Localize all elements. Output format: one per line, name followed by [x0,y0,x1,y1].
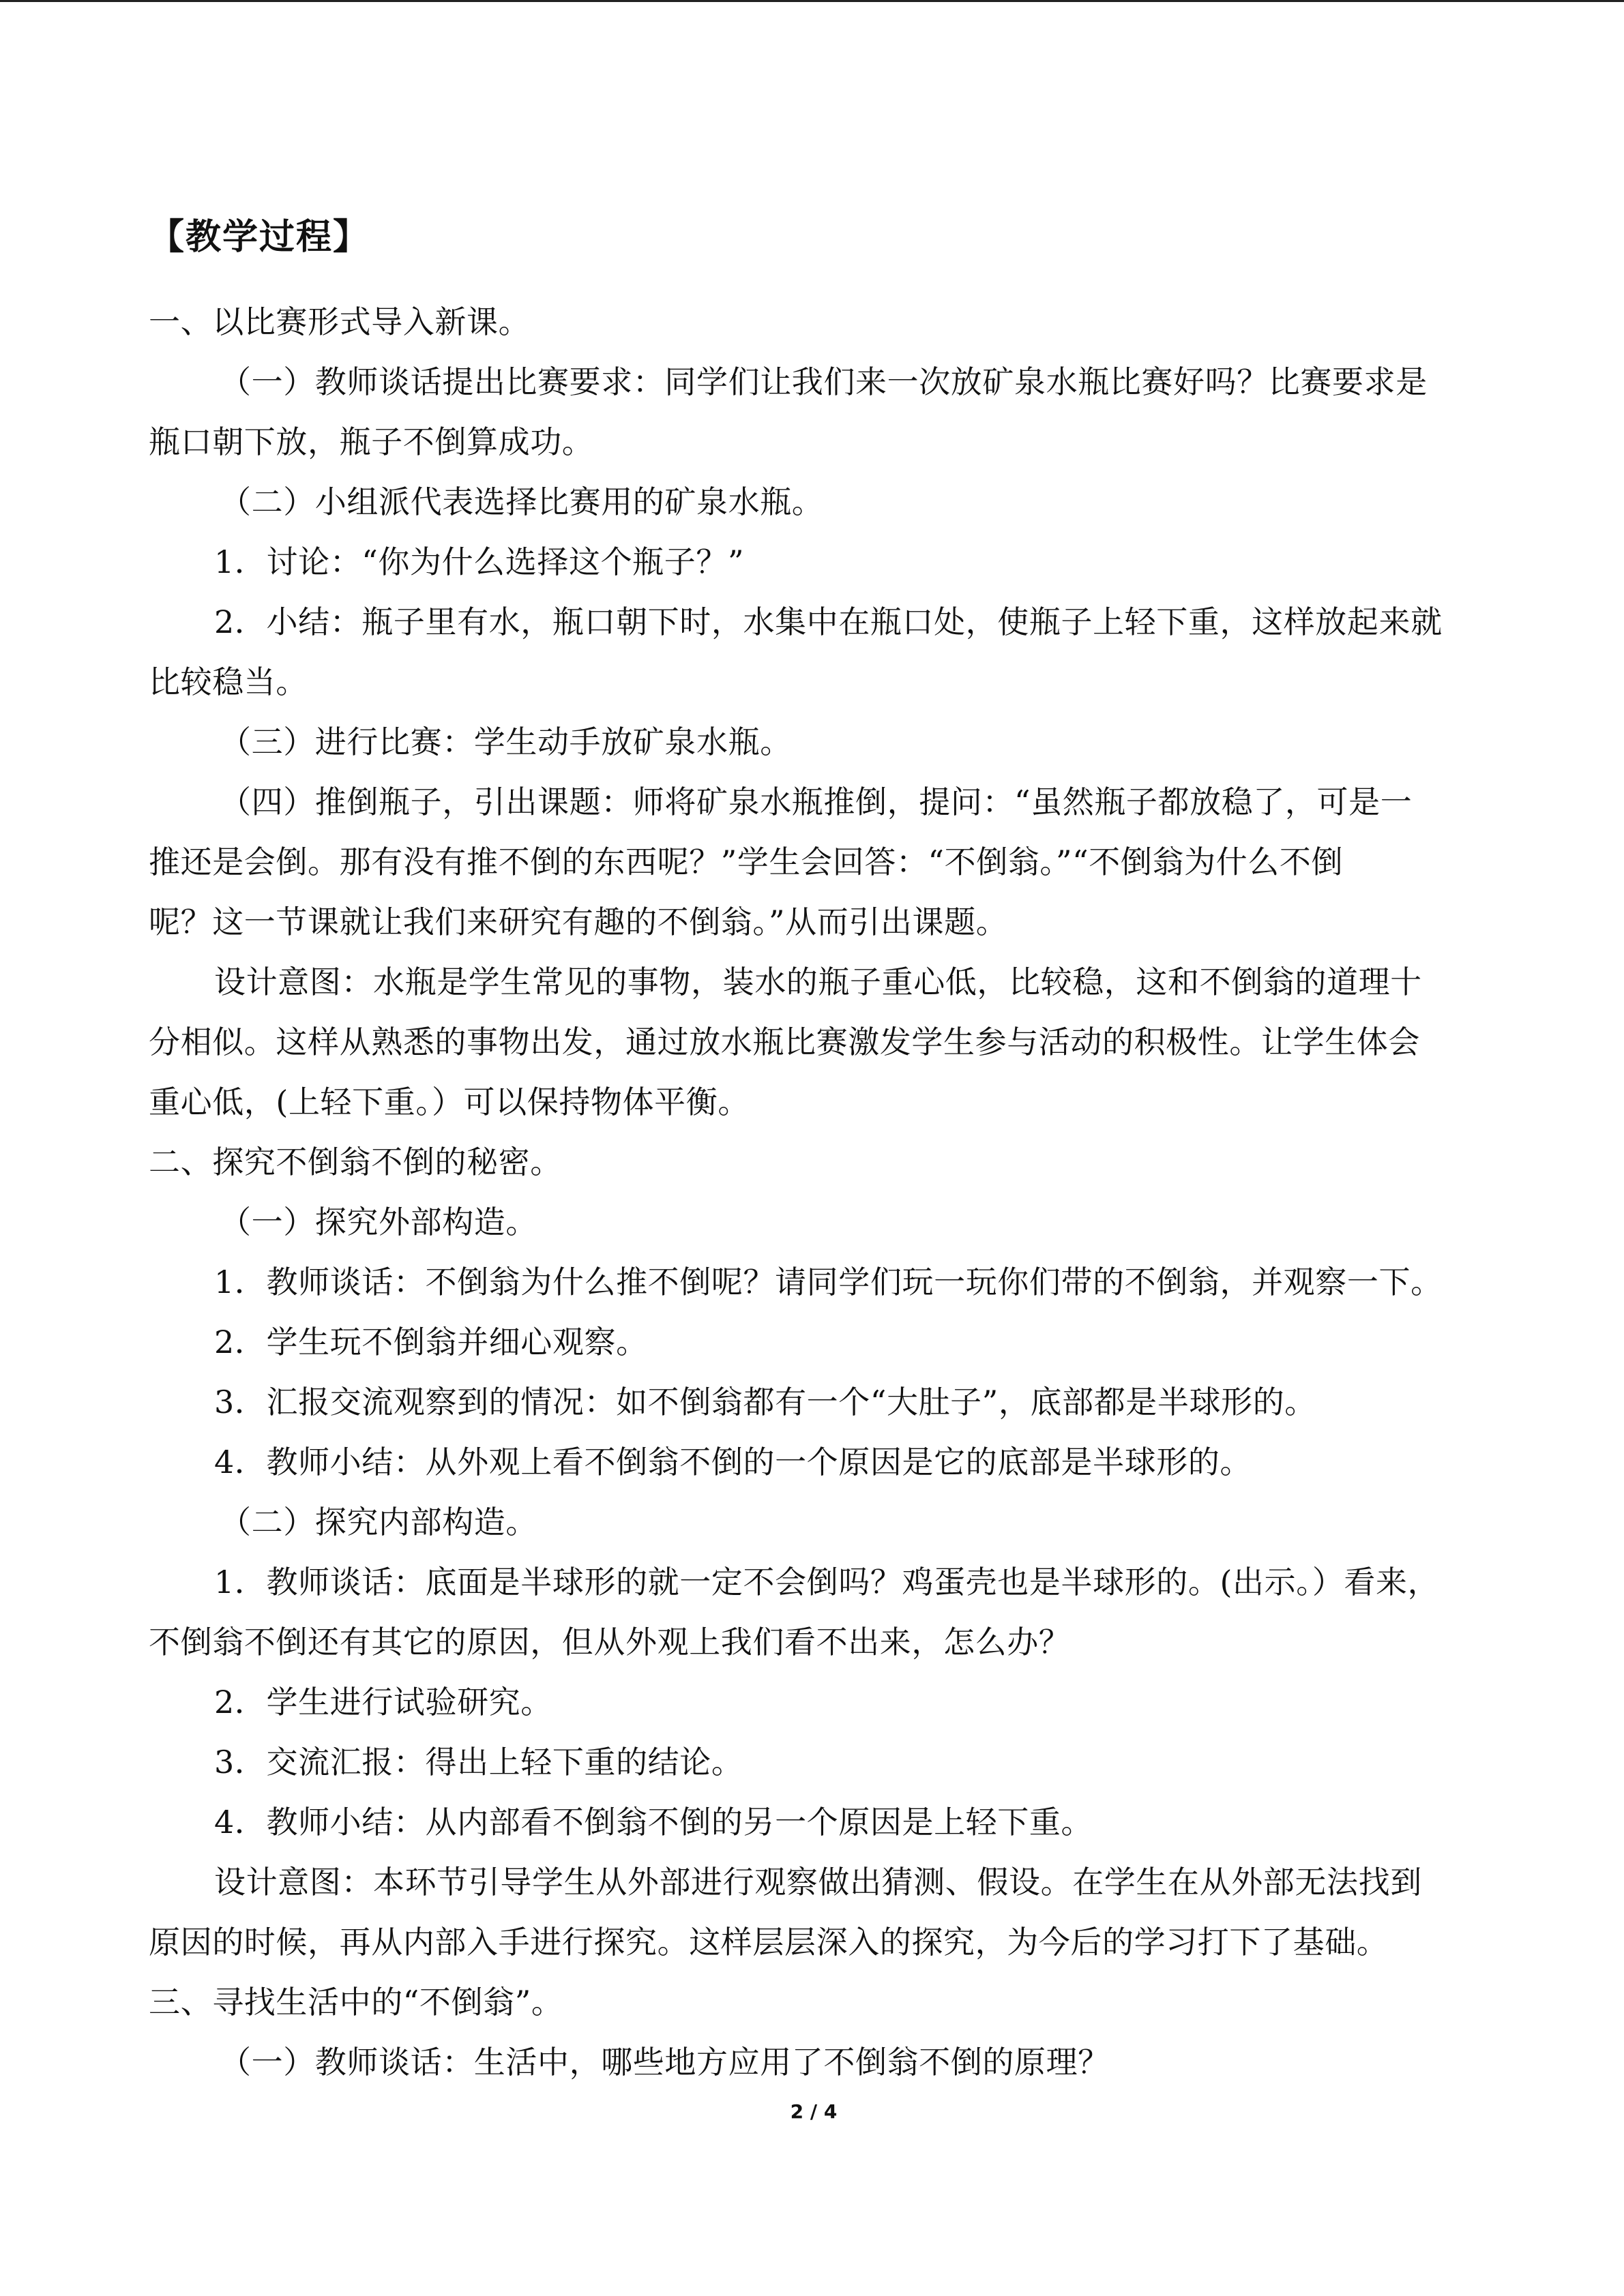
section-title: 一、以比赛形式导入新课。 [149,303,531,340]
paragraph-line: 3．交流汇报：得出上轻下重的结论。 [214,1744,743,1780]
section-title: 三、寻找生活中的“不倒翁”。 [149,1984,563,2021]
paragraph-line: 原因的时候，再从内部入手进行探究。这样层层深入的探究，为今后的学习打下了基础。 [149,1924,1389,1960]
paragraph-line: 4．教师小结：从内部看不倒翁不倒的另一个原因是上轻下重。 [214,1804,1093,1840]
paragraph-line: 设计意图：本环节引导学生从外部进行观察做出猜测、假设。在学生在从外部无法找到 [214,1864,1422,1900]
paragraph-line: 不倒翁不倒还有其它的原因，但从外观上我们看不出来，怎么办？ [149,1624,1071,1660]
paragraph-line: 重心低，(上轻下重。）可以保持物体平衡。 [149,1084,750,1120]
paragraph-line: 1．教师谈话：底面是半球形的就一定不会倒吗？鸡蛋壳也是半球形的。(出示。）看来， [214,1564,1440,1600]
paragraph-line: （一）教师谈话：生活中，哪些地方应用了不倒翁不倒的原理？ [220,2044,1110,2081]
paragraph-line: 比较稳当。 [149,664,308,700]
paragraph-line: （二）探究内部构造。 [220,1504,537,1540]
paragraph-line: （四）推倒瓶子，引出课题：师将矿泉水瓶推倒，提问：“虽然瓶子都放稳了，可是一 [220,784,1413,820]
document-page [149,0,1479,2296]
page-number: 2 / 4 [790,2100,838,2123]
section-title: 二、探究不倒翁不倒的秘密。 [149,1144,562,1180]
paragraph-line: 3．汇报交流观察到的情况：如不倒翁都有一个“大肚子”，底部都是半球形的。 [214,1384,1316,1420]
section-heading: 【教学过程】 [149,216,370,258]
paragraph-line: 呢？这一节课就让我们来研究有趣的不倒翁。”从而引出课题。 [149,904,1008,940]
paragraph-line: （一）探究外部构造。 [220,1204,537,1240]
paragraph-line: 瓶口朝下放，瓶子不倒算成功。 [149,423,594,460]
paragraph-line: 2．学生玩不倒翁并细心观察。 [214,1324,648,1360]
paragraph-line: 1．教师谈话：不倒翁为什么推不倒呢？请同学们玩一玩你们带的不倒翁，并观察一下。 [214,1264,1443,1300]
paragraph-line: 1．讨论：“你为什么选择这个瓶子？” [214,543,745,580]
paragraph-line: 2．小结：瓶子里有水，瓶口朝下时，水集中在瓶口处，使瓶子上轻下重，这样放起来就 [214,603,1443,640]
paragraph-line: （一）教师谈话提出比赛要求：同学们让我们来一次放矿泉水瓶比赛好吗？比赛要求是 [220,363,1428,400]
paragraph-line: （二）小组派代表选择比赛用的矿泉水瓶。 [220,483,824,520]
paragraph-line: 2．学生进行试验研究。 [214,1684,552,1720]
paragraph-line: 4．教师小结：从外观上看不倒翁不倒的一个原因是它的底部是半球形的。 [214,1444,1252,1480]
paragraph-line: （三）进行比赛：学生动手放矿泉水瓶。 [220,724,792,760]
paragraph-line: 推还是会倒。那有没有推不倒的东西呢？”学生会回答：“不倒翁。”“不倒翁为什么不倒 [149,844,1344,880]
paragraph-line: 分相似。这样从熟悉的事物出发，通过放水瓶比赛激发学生参与活动的积极性。让学生体会 [149,1024,1420,1060]
paragraph-line: 设计意图：水瓶是学生常见的事物，装水的瓶子重心低，比较稳，这和不倒翁的道理十 [214,964,1422,1000]
